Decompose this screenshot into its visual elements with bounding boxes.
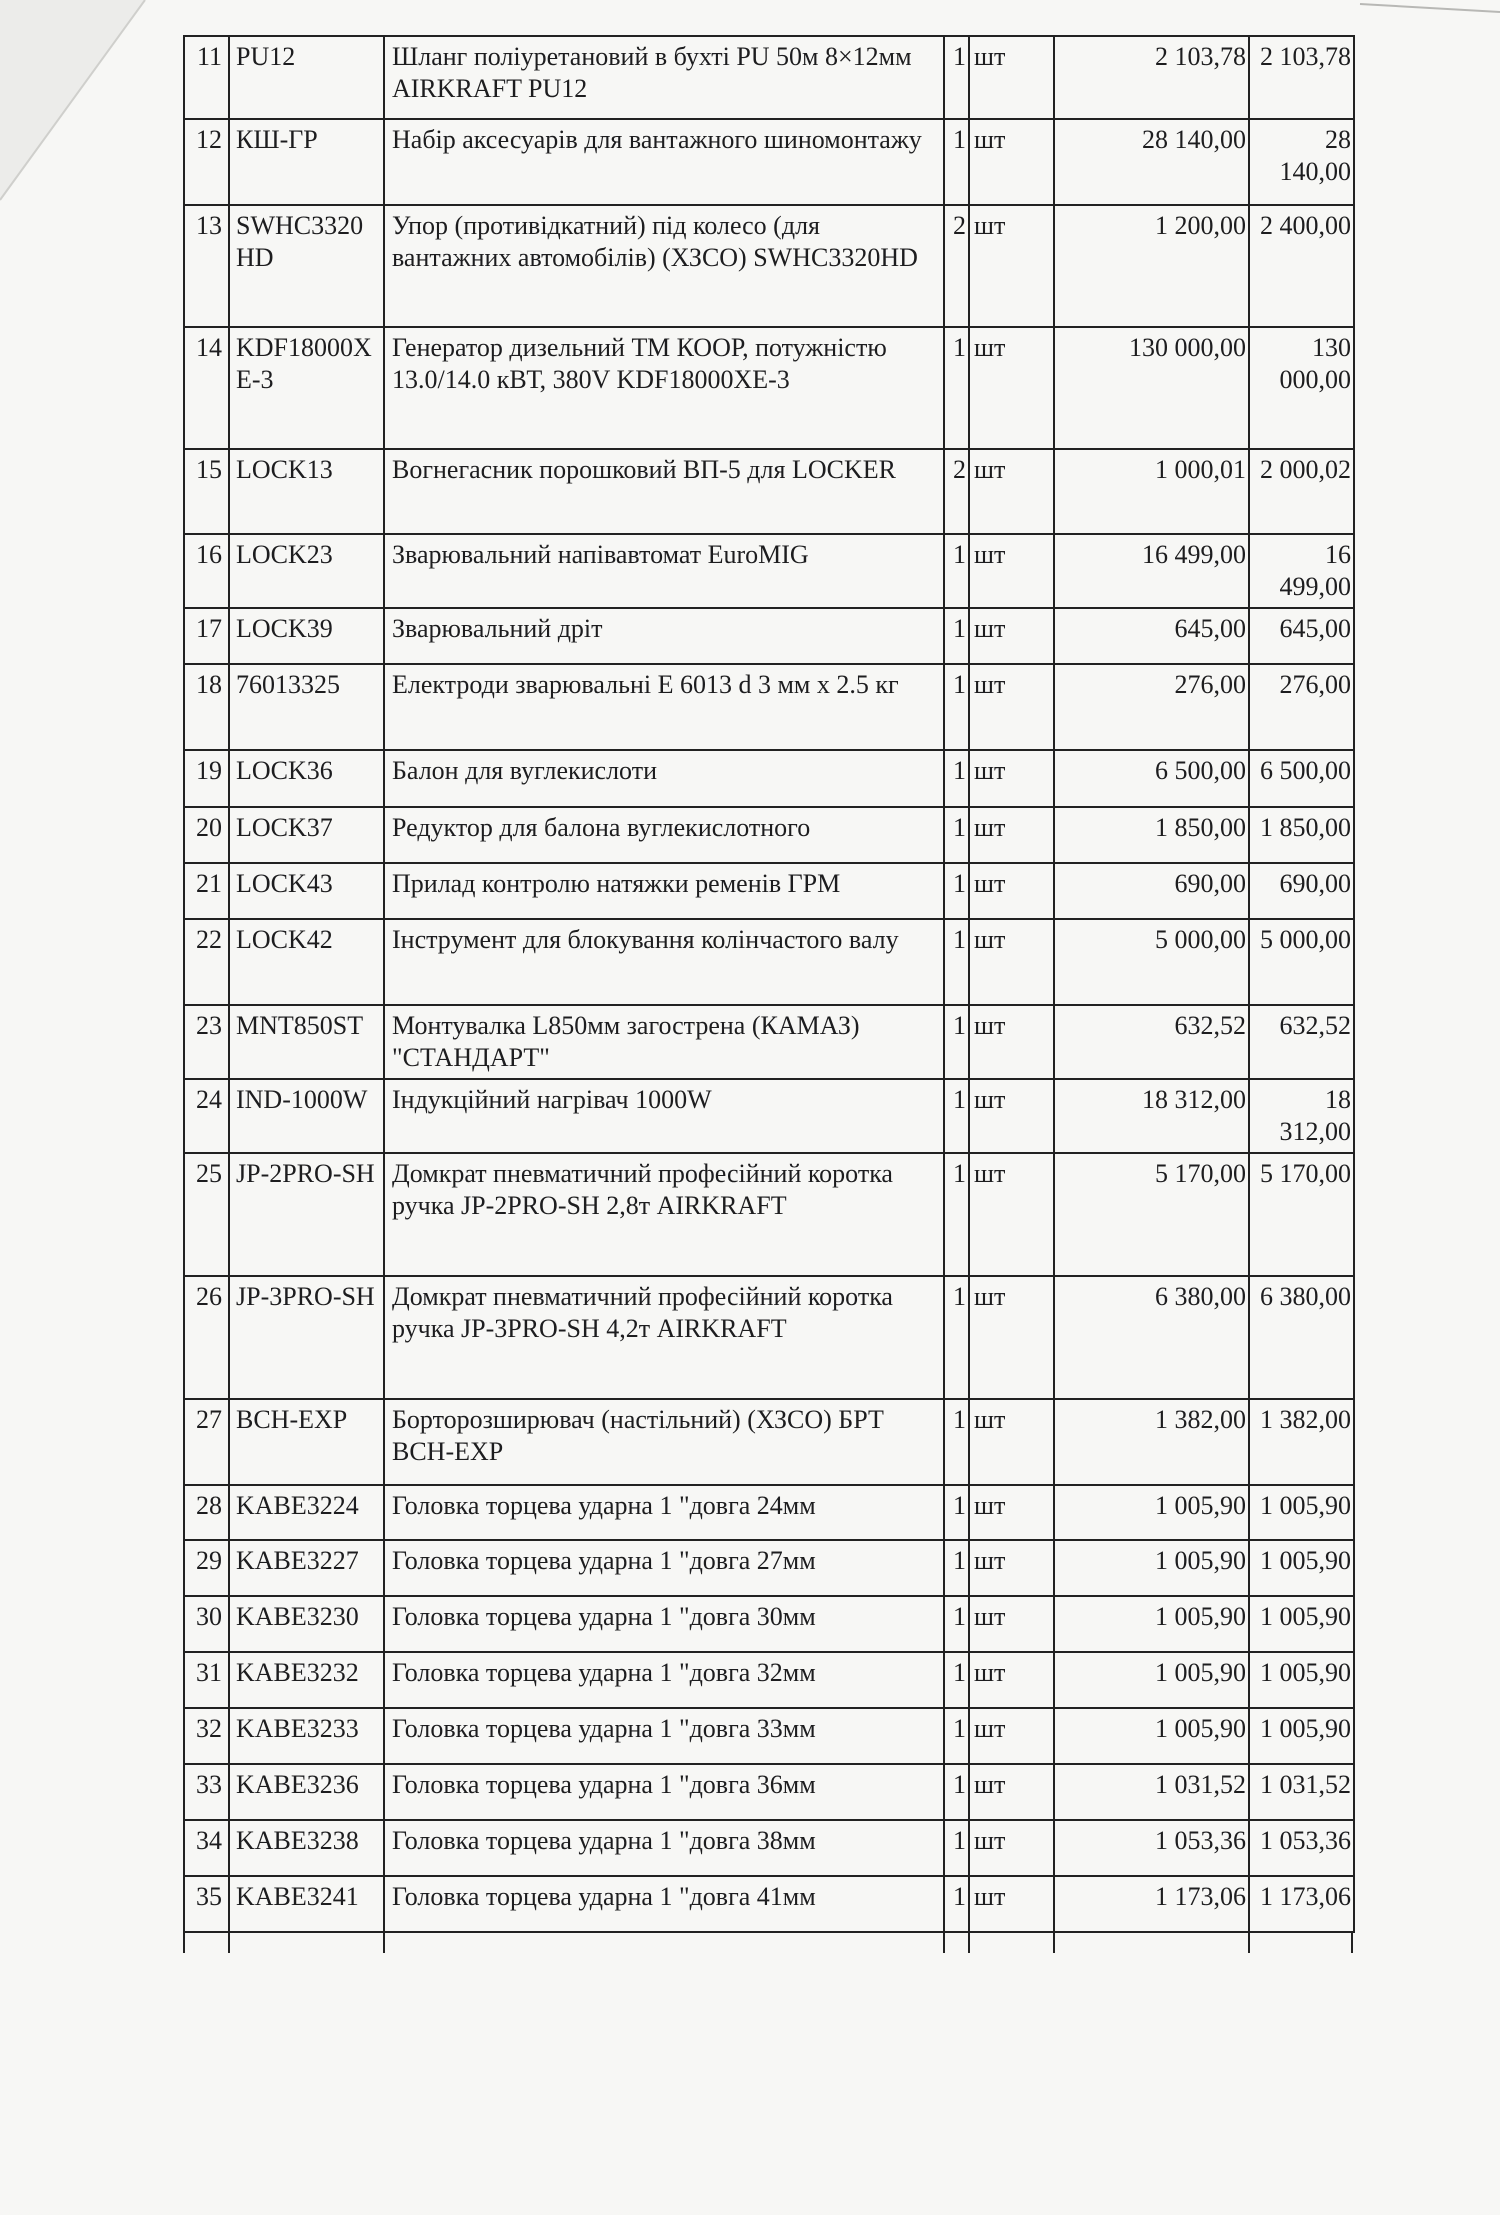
column-rule [228,1933,230,1953]
item-total: 18 312,00 [1249,1079,1354,1153]
item-unit: шт [969,449,1054,534]
item-unit: шт [969,608,1054,664]
item-total: 645,00 [1249,608,1354,664]
item-name: Генератор дизельний ТМ КООР, потужністю 13.0/14.0 кВТ, 380V KDF18000XE-3 [384,327,944,449]
item-quantity: 2 [944,205,969,327]
table-row [184,449,1354,534]
table-bottom-rules [183,1933,1353,1953]
row-number: 32 [184,1708,229,1764]
item-price: 1 053,36 [1054,1820,1249,1876]
item-price: 2 103,78 [1054,36,1249,119]
item-unit: шт [969,807,1054,863]
item-total: 1 173,06 [1249,1876,1354,1932]
column-rule [1351,1933,1353,1953]
table-row [184,1399,1354,1485]
item-quantity: 1 [944,1652,969,1708]
item-price: 5 170,00 [1054,1153,1249,1276]
item-name: Борторозширювач (настільний) (ХЗСО) БРТ BCH-EXP [384,1399,944,1485]
table-row [184,1596,1354,1652]
item-unit: шт [969,1652,1054,1708]
item-total: 1 005,90 [1249,1540,1354,1596]
item-unit: шт [969,1540,1054,1596]
item-name: Домкрат пневматичний професійний коротка ручка JP-3PRO-SH 4,2т AIRKRAFT [384,1276,944,1399]
row-number: 21 [184,863,229,919]
row-number: 12 [184,119,229,205]
column-rule [1248,1933,1250,1953]
item-code: MNT850ST [229,1005,384,1079]
item-price: 1 200,00 [1054,205,1249,327]
item-price: 1 005,90 [1054,1596,1249,1652]
item-quantity: 1 [944,534,969,608]
table-row [184,1876,1354,1932]
item-price: 6 500,00 [1054,750,1249,807]
item-quantity: 1 [944,1005,969,1079]
item-price: 130 000,00 [1054,327,1249,449]
item-unit: шт [969,1708,1054,1764]
row-number: 34 [184,1820,229,1876]
item-quantity: 1 [944,1276,969,1399]
items-table [183,35,1355,1933]
item-total: 2 103,78 [1249,36,1354,119]
row-number: 30 [184,1596,229,1652]
item-code: LOCK39 [229,608,384,664]
item-code: BCH-EXP [229,1399,384,1485]
item-unit: шт [969,1764,1054,1820]
table-row [184,1820,1354,1876]
item-price: 1 005,90 [1054,1652,1249,1708]
item-name: Шланг поліуретановий в бухті PU 50м 8×12мм AIRKRAFT PU12 [384,36,944,119]
item-code: LOCK13 [229,449,384,534]
item-total: 130 000,00 [1249,327,1354,449]
item-quantity: 1 [944,119,969,205]
item-total: 28 140,00 [1249,119,1354,205]
item-quantity: 1 [944,1708,969,1764]
item-price: 18 312,00 [1054,1079,1249,1153]
item-total: 1 005,90 [1249,1652,1354,1708]
table-row [184,807,1354,863]
item-total: 1 382,00 [1249,1399,1354,1485]
item-name: Вогнегасник порошковий ВП-5 для LOCKER [384,449,944,534]
item-price: 645,00 [1054,608,1249,664]
item-name: Прилад контролю натяжки ременів ГРМ [384,863,944,919]
item-code: KABE3230 [229,1596,384,1652]
item-code: КШ-ГР [229,119,384,205]
item-code: IND-1000W [229,1079,384,1153]
row-number: 31 [184,1652,229,1708]
table-row [184,664,1354,750]
item-quantity: 1 [944,863,969,919]
item-price: 1 005,90 [1054,1708,1249,1764]
item-code: LOCK36 [229,750,384,807]
item-total: 2 000,02 [1249,449,1354,534]
row-number: 19 [184,750,229,807]
table-row [184,1485,1354,1540]
item-unit: шт [969,1005,1054,1079]
item-unit: шт [969,327,1054,449]
row-number: 24 [184,1079,229,1153]
item-price: 1 850,00 [1054,807,1249,863]
row-number: 35 [184,1876,229,1932]
item-total: 1 005,90 [1249,1596,1354,1652]
items-table-wrapper [183,35,1353,1933]
item-total: 1 005,90 [1249,1485,1354,1540]
table-row [184,534,1354,608]
row-number: 33 [184,1764,229,1820]
item-code: LOCK42 [229,919,384,1005]
table-row [184,1079,1354,1153]
table-row [184,1153,1354,1276]
item-code: KABE3238 [229,1820,384,1876]
item-name: Балон для вуглекислоти [384,750,944,807]
item-quantity: 1 [944,1485,969,1540]
item-unit: шт [969,1399,1054,1485]
item-unit: шт [969,863,1054,919]
item-name: Головка торцева ударна 1 "довга 33мм [384,1708,944,1764]
item-quantity: 1 [944,1764,969,1820]
item-total: 6 380,00 [1249,1276,1354,1399]
item-name: Інструмент для блокування колінчастого валу [384,919,944,1005]
item-price: 276,00 [1054,664,1249,750]
item-total: 5 000,00 [1249,919,1354,1005]
table-row [184,1540,1354,1596]
item-unit: шт [969,664,1054,750]
item-name: Індукційний нагрівач 1000W [384,1079,944,1153]
item-code: KABE3232 [229,1652,384,1708]
row-number: 23 [184,1005,229,1079]
row-number: 25 [184,1153,229,1276]
item-quantity: 1 [944,1596,969,1652]
table-row [184,205,1354,327]
item-price: 6 380,00 [1054,1276,1249,1399]
table-row [184,1005,1354,1079]
item-name: Головка торцева ударна 1 "довга 41мм [384,1876,944,1932]
item-quantity: 1 [944,1876,969,1932]
table-row [184,1652,1354,1708]
row-number: 14 [184,327,229,449]
row-number: 20 [184,807,229,863]
item-total: 1 850,00 [1249,807,1354,863]
item-name: Головка торцева ударна 1 "довга 38мм [384,1820,944,1876]
item-total: 1 005,90 [1249,1708,1354,1764]
item-code: KDF18000XE-3 [229,327,384,449]
item-price: 690,00 [1054,863,1249,919]
item-total: 690,00 [1249,863,1354,919]
column-rule [943,1933,945,1953]
item-name: Головка торцева ударна 1 "довга 32мм [384,1652,944,1708]
table-row [184,119,1354,205]
item-quantity: 1 [944,1820,969,1876]
table-row [184,863,1354,919]
item-unit: шт [969,119,1054,205]
column-rule [183,1933,185,1953]
column-rule [1053,1933,1055,1953]
item-unit: шт [969,534,1054,608]
item-price: 28 140,00 [1054,119,1249,205]
item-name: Домкрат пневматичний професійний коротка ручка JP-2PRO-SH 2,8т AIRKRAFT [384,1153,944,1276]
item-code: LOCK37 [229,807,384,863]
row-number: 13 [184,205,229,327]
item-code: KABE3224 [229,1485,384,1540]
item-quantity: 1 [944,1153,969,1276]
item-quantity: 1 [944,807,969,863]
item-name: Набір аксесуарів для вантажного шиномонтажу [384,119,944,205]
item-quantity: 1 [944,608,969,664]
table-row [184,919,1354,1005]
row-number: 29 [184,1540,229,1596]
item-quantity: 1 [944,36,969,119]
item-unit: шт [969,205,1054,327]
item-price: 1 005,90 [1054,1540,1249,1596]
item-code: PU12 [229,36,384,119]
row-number: 15 [184,449,229,534]
row-number: 11 [184,36,229,119]
item-price: 1 000,01 [1054,449,1249,534]
item-total: 16 499,00 [1249,534,1354,608]
item-code: JP-2PRO-SH [229,1153,384,1276]
item-price: 1 031,52 [1054,1764,1249,1820]
item-quantity: 1 [944,1079,969,1153]
item-code: SWHC3320HD [229,205,384,327]
row-number: 18 [184,664,229,750]
item-price: 1 005,90 [1054,1485,1249,1540]
item-price: 1 173,06 [1054,1876,1249,1932]
column-rule [968,1933,970,1953]
item-name: Головка торцева ударна 1 "довга 24мм [384,1485,944,1540]
item-unit: шт [969,1153,1054,1276]
item-name: Монтувалка L850мм загострена (КАМАЗ) "СТАНДАРТ" [384,1005,944,1079]
column-rule [383,1933,385,1953]
item-code: KABE3227 [229,1540,384,1596]
table-row [184,36,1354,119]
item-unit: шт [969,1876,1054,1932]
item-price: 632,52 [1054,1005,1249,1079]
item-quantity: 1 [944,1540,969,1596]
item-unit: шт [969,36,1054,119]
item-unit: шт [969,919,1054,1005]
item-total: 276,00 [1249,664,1354,750]
item-quantity: 1 [944,327,969,449]
item-quantity: 1 [944,1399,969,1485]
item-name: Зварювальний дріт [384,608,944,664]
item-total: 2 400,00 [1249,205,1354,327]
table-row [184,750,1354,807]
item-price: 1 382,00 [1054,1399,1249,1485]
item-quantity: 1 [944,664,969,750]
item-unit: шт [969,750,1054,807]
item-unit: шт [969,1079,1054,1153]
item-unit: шт [969,1485,1054,1540]
item-total: 1 031,52 [1249,1764,1354,1820]
row-number: 26 [184,1276,229,1399]
row-number: 28 [184,1485,229,1540]
table-row [184,608,1354,664]
item-quantity: 1 [944,750,969,807]
item-name: Головка торцева ударна 1 "довга 30мм [384,1596,944,1652]
item-name: Електроди зварювальні E 6013 d 3 мм x 2.5 кг [384,664,944,750]
table-row [184,1764,1354,1820]
item-code: JP-3PRO-SH [229,1276,384,1399]
item-code: LOCK23 [229,534,384,608]
row-number: 17 [184,608,229,664]
item-code: KABE3233 [229,1708,384,1764]
item-code: LOCK43 [229,863,384,919]
item-code: KABE3236 [229,1764,384,1820]
item-code: KABE3241 [229,1876,384,1932]
item-total: 5 170,00 [1249,1153,1354,1276]
item-name: Редуктор для балона вуглекислотного [384,807,944,863]
row-number: 22 [184,919,229,1005]
item-name: Упор (противідкатний) під колесо (для вантажних автомобілів) (ХЗСО) SWHC3320HD [384,205,944,327]
table-row [184,327,1354,449]
item-total: 6 500,00 [1249,750,1354,807]
table-row [184,1276,1354,1399]
item-quantity: 2 [944,449,969,534]
item-unit: шт [969,1276,1054,1399]
row-number: 27 [184,1399,229,1485]
item-code: 76013325 [229,664,384,750]
item-unit: шт [969,1820,1054,1876]
row-number: 16 [184,534,229,608]
item-total: 1 053,36 [1249,1820,1354,1876]
item-price: 16 499,00 [1054,534,1249,608]
item-name: Головка торцева ударна 1 "довга 27мм [384,1540,944,1596]
item-name: Головка торцева ударна 1 "довга 36мм [384,1764,944,1820]
item-price: 5 000,00 [1054,919,1249,1005]
item-total: 632,52 [1249,1005,1354,1079]
item-quantity: 1 [944,919,969,1005]
item-unit: шт [969,1596,1054,1652]
item-name: Зварювальний напівавтомат EuroMIG [384,534,944,608]
table-row [184,1708,1354,1764]
